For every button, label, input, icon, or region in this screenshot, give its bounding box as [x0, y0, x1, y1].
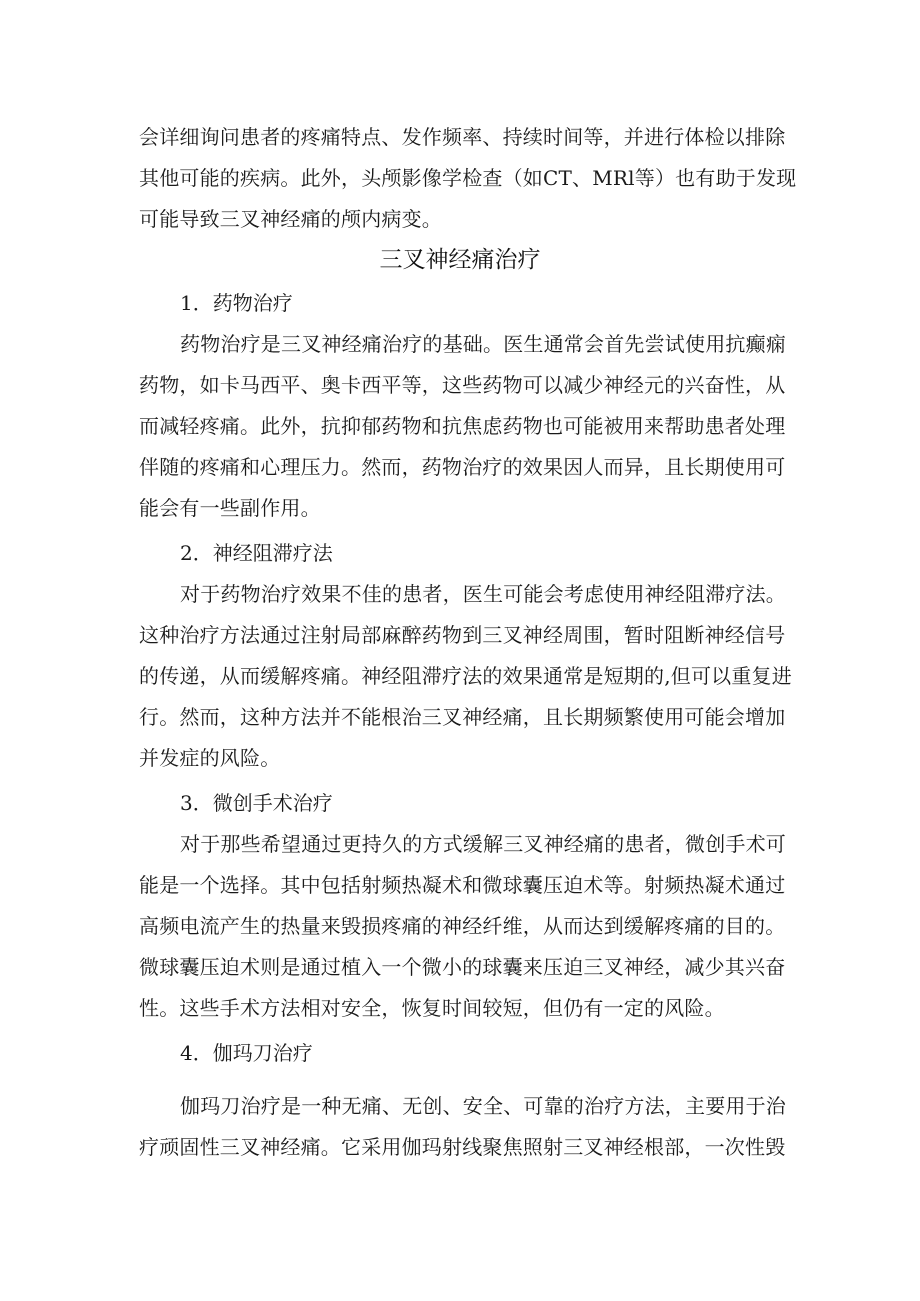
paragraph-line: 并发症的风险。: [139, 746, 281, 770]
paragraph-line: 行。然而，这种方法并不能根治三叉神经痛，且长期频繁使用可能会增加: [139, 705, 786, 729]
subsection-title-medication: 1．药物治疗: [180, 291, 293, 315]
paragraph-line: 伴随的疼痛和心理压力。然而，药物治疗的效果因人而异，且长期使用可: [139, 455, 786, 479]
paragraph-line: 的传递，从而缓解疼痛。神经阻滞疗法的效果通常是短期的,但可以重复进: [139, 664, 792, 688]
paragraph-line: 这种治疗方法通过注射局部麻醉药物到三叉神经周围，暂时阻断神经信号: [139, 623, 786, 647]
paragraph-line: 疗顽固性三叉神经痛。它采用伽玛射线聚焦照射三叉神经根部，一次性毁: [139, 1135, 786, 1159]
paragraph-line: 对于那些希望通过更持久的方式缓解三叉神经痛的患者，微创手术可: [180, 832, 786, 856]
paragraph-line: 药物治疗是三叉神经痛治疗的基础。医生通常会首先尝试使用抗癫痫: [180, 332, 786, 356]
paragraph-line: 伽玛刀治疗是一种无痛、无创、安全、可靠的治疗方法，主要用于治: [180, 1094, 786, 1118]
intro-line: 会详细询问患者的疼痛特点、发作频率、持续时间等，并进行体检以排除: [139, 125, 786, 149]
subsection-title-minimally-invasive: 3．微创手术治疗: [180, 791, 333, 815]
paragraph-line: 对于药物治疗效果不佳的患者，医生可能会考虑使用神经阻滞疗法。: [180, 582, 786, 606]
section-heading: 三叉神经痛治疗: [379, 247, 541, 273]
paragraph-line: 高频电流产生的热量来毁损疼痛的神经纤维，从而达到缓解疼痛的目的。: [139, 914, 786, 938]
paragraph-line: 能是一个选择。其中包括射频热凝术和微球囊压迫术等。射频热凝术通过: [139, 873, 786, 897]
subsection-title-gamma-knife: 4．伽玛刀治疗: [180, 1041, 313, 1065]
subsection-title-nerve-block: 2．神经阻滞疗法: [180, 541, 333, 565]
paragraph-line: 性。这些手术方法相对安全，恢复时间较短，但仍有一定的风险。: [139, 996, 725, 1020]
paragraph-line: 而减轻疼痛。此外，抗抑郁药物和抗焦虑药物也可能被用来帮助患者处理: [139, 414, 786, 438]
paragraph-line: 药物，如卡马西平、奥卡西平等，这些药物可以减少神经元的兴奋性，从: [139, 373, 786, 397]
intro-line: 其他可能的疾病。此外，头颅影像学检查（如CT、MRl等）也有助于发现: [139, 166, 797, 190]
paragraph-line: 能会有一些副作用。: [139, 496, 321, 520]
intro-line: 可能导致三叉神经痛的颅内病变。: [139, 207, 442, 231]
paragraph-line: 微球囊压迫术则是通过植入一个微小的球囊来压迫三叉神经，减少其兴奋: [139, 955, 786, 979]
